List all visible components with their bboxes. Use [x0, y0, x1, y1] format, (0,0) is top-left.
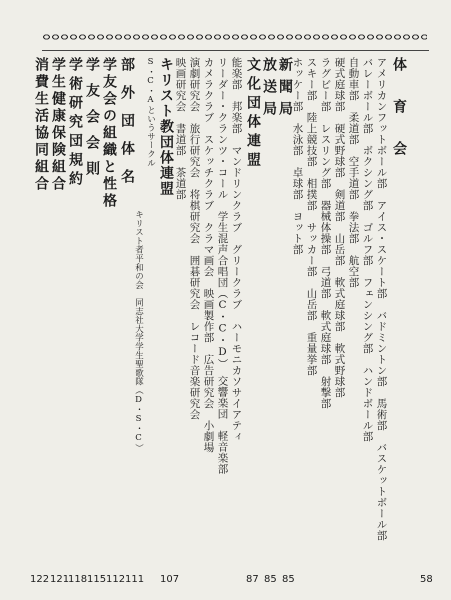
taiikukai-row-6: スキー部 陸上競技部 相撲部 サッカー部 山岳部 重量挙部 — [305, 57, 318, 376]
section-title-hoken: 学生健康保険組合 — [50, 57, 66, 193]
christ-row-1: S・C・Aというサークル — [145, 57, 156, 168]
bunka-row-3: カメラクラブ スケッチクラブ クラマ画会 映画製作部 広告研究会 小劇場 — [202, 57, 215, 453]
page-number-taiikukai: 58 — [420, 574, 433, 585]
section-title-gakuyukai: 学友会の組織と性格 — [101, 57, 117, 210]
page-number-hoken: 121 — [50, 574, 70, 585]
page-number-kaisoku: 115 — [87, 574, 107, 585]
taiikukai-row-5: ラグビー部 レスリング部 器械体操部 弓道部 軟式庭球部 射撃部 — [319, 57, 332, 409]
taiikukai-row-3: 自動車部 柔道部 空手道部 拳法部 航空部 — [347, 57, 360, 288]
taiikukai-row-2: バレーボール部 ボクシング部 ゴルフ部 フェンシング部 ハンドボール部 — [361, 57, 374, 442]
section-title-taiikukai: 体育会 — [391, 57, 407, 183]
taiikukai-row-4: 硬式庭球部 硬式野球部 剣道部 山岳部 軟式庭球部 軟式野球部 — [333, 57, 346, 398]
section-title-gaidantai: 部外団体名 — [119, 57, 135, 197]
page-number-christ: 107 — [160, 574, 180, 585]
bunka-row-4: 演劇研究会 旅行研究会 将棋研究会 囲碁研究会 レコード音楽研究会 — [188, 57, 201, 420]
section-title-bunka: 文化団体連盟 — [245, 57, 261, 171]
taiikukai-row-1: アメリカンフットボール部 アイス・スケート部 バドミントン部 馬術部 バスケットボール部 — [375, 57, 388, 541]
section-title-shohi: 消費生活協同組合 — [33, 57, 49, 193]
chain-border — [42, 32, 427, 42]
section-title-kaisoku: 学友会会則 — [84, 57, 100, 187]
page-number-shohi: 122 — [30, 574, 50, 585]
christ-row-2: キリスト者平和の会 同志社大学学生聖歌隊（D・S・C） — [133, 210, 144, 453]
page-number-hoso: 85 — [264, 574, 277, 585]
page-number-gakuyukai: 112 — [106, 574, 126, 585]
section-title-hoso: 放送局 — [261, 57, 277, 123]
page-number-bunka: 87 — [246, 574, 259, 585]
section-title-kenkyu: 学術研究団規約 — [67, 57, 83, 190]
section-title-christ: キリスト教団体連盟 — [158, 57, 174, 197]
bunka-row-5: 映画研究会 書道部 茶道部 — [174, 57, 187, 200]
bunka-row-1: 能楽部 邦楽部 マンドリンクラブ グリークラブ ハーモニカソサイアティ — [230, 57, 243, 442]
page-number-shinbun: 85 — [282, 574, 295, 585]
top-rule — [42, 50, 429, 51]
page-number-gaidantai: 111 — [125, 574, 145, 585]
section-title-shinbun: 新聞局 — [277, 57, 293, 123]
taiikukai-row-7: ホッケー部 水泳部 卓球部 ヨット部 — [291, 57, 304, 255]
page-number-kenkyu: 118 — [68, 574, 88, 585]
bunka-row-2: リーダー・クランツ・コール 学生混声合唱団（C・C・D） 交響楽団 軽音楽部 — [216, 57, 229, 475]
